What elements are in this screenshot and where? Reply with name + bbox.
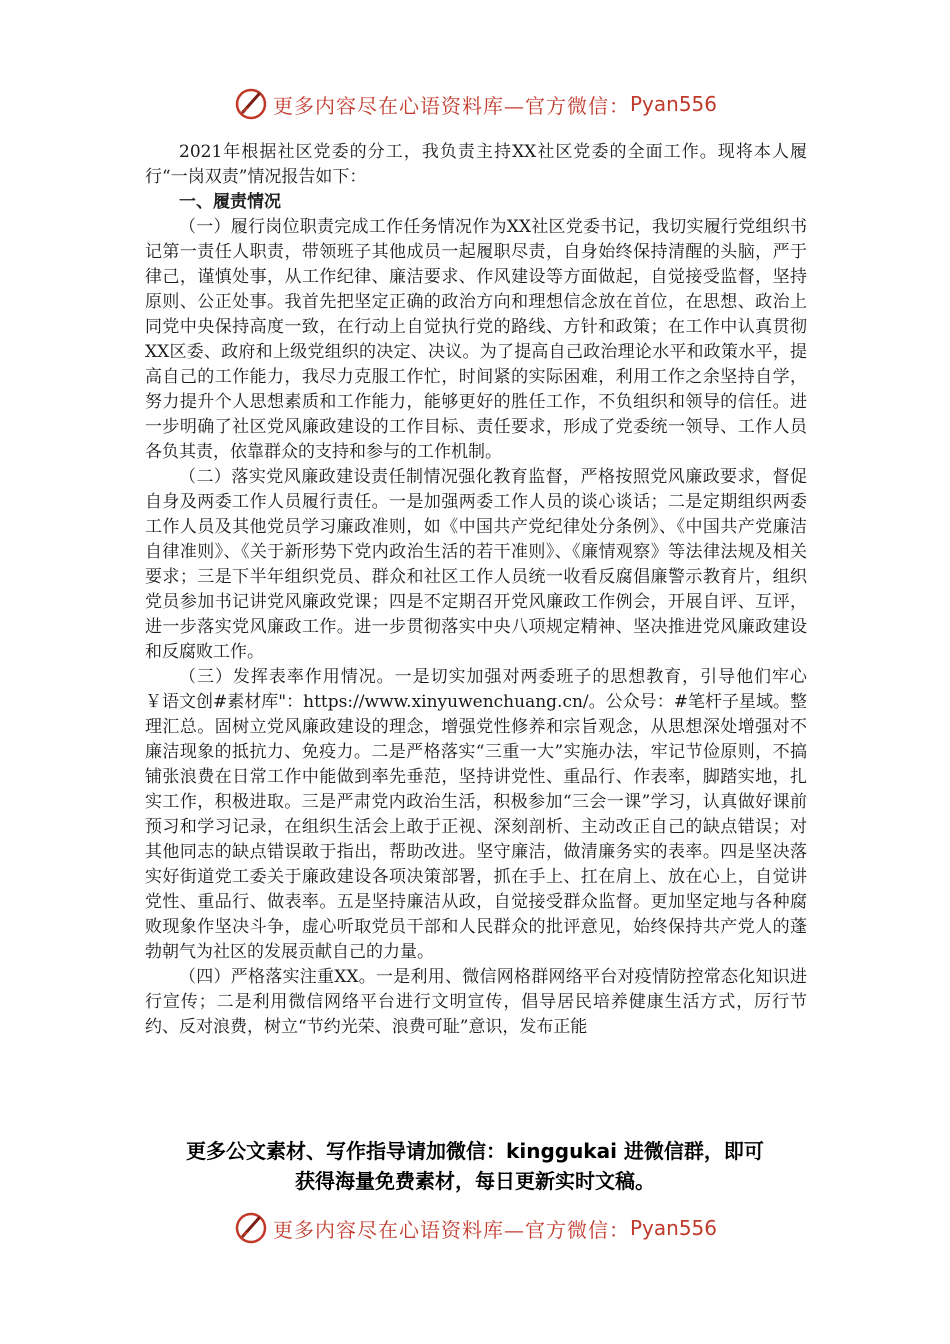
banner-text: 更多内容尽在心语资料库—官方微信： (272, 1217, 630, 1242)
paragraph-1: （一）履行岗位职责完成工作任务情况作为XX社区党委书记，我切实履行党组织书记第一责任人职责，带领班子其他成员一起履职尽责，自身始终保持清醒的头脑，严于律己，谨慎处事，从工作纪律、廉洁要求、作风建设等方面做起，自觉接受监督，坚持原则、公正处事。我首先把坚定正确的政治方向和理想信念放在首位，在思想、政治上同党中央保持高度一致，在行动上自觉执行党的路线、方针和政策；在工作中认真贯彻XX区委、政府和上级党组织的决定、决议。为了提高自己政治理论水平和政策水平，提高自己的工作能力，我尽力克服工作忙，时间紧的实际困难，利用工作之余坚持自学，努力提升个人思想素质和工作能力，能够更好的胜任工作，不负组织和领导的信任。进一步明确了社区党风廉政建设的工作目标、责任要求，形成了党委统一领导、工作人员各负其责，依靠群众的支持和参与的工作机制。 (145, 217, 807, 462)
promo-line-1: 更多公文素材、写作指导请加微信：kinggukai 进微信群，即可 (186, 1139, 764, 1163)
top-banner (0, 84, 950, 124)
banner-wechat: Pyan556 (629, 92, 717, 116)
banner-wechat: Pyan556 (629, 1216, 717, 1240)
brush-logo-icon (233, 1210, 269, 1246)
promo-line-2: 获得海量免费素材，每日更新实时文稿。 (295, 1169, 655, 1193)
section-heading: 一、履责情况 (179, 192, 281, 212)
document-body (145, 140, 807, 1040)
paragraph-4: （四）严格落实注重XX。一是利用、微信网格群网络平台对疫情防控常态化知识进行宣传；二是利用微信网络平台进行文明宣传，倡导居民培养健康生活方式，厉行节约、反对浪费，树立“节约光荣、浪费可耻”意识，发布正能 (145, 967, 807, 1037)
promo-callout (0, 1136, 950, 1196)
intro-paragraph: 2021年根据社区党委的分工，我负责主持XX社区党委的全面工作。现将本人履行“一岗双责”情况报告如下： (145, 142, 807, 187)
banner-text: 更多内容尽在心语资料库—官方微信： (272, 93, 630, 118)
brush-logo-icon (233, 86, 269, 122)
bottom-banner (0, 1208, 950, 1248)
paragraph-2: （二）落实党风廉政建设责任制情况强化教育监督，严格按照党风廉政要求，督促自身及两委工作人员履行责任。一是加强两委工作人员的谈心谈话；二是定期组织两委工作人员及其他党员学习廉政准则，如《中国共产党纪律处分条例》、《中国共产党廉洁自律准则》、《关于新形势下党内政治生活的若干准则》、《廉情观察》等法律法规及相关要求；三是下半年组织党员、群众和社区工作人员统一收看反腐倡廉警示教育片，组织党员参加书记讲党风廉政党课；四是不定期召开党风廉政工作例会，开展自评、互评，进一步落实党风廉政工作。进一步贯彻落实中央八项规定精神、坚决推进党风廉政建设和反腐败工作。 (145, 467, 807, 662)
paragraph-3: （三）发挥表率作用情况。一是切实加强对两委班子的思想教育，引导他们牢心￥语文创#素材库"：https://www.xinyuwenchuang.cn/。公众号：#笔杆子星域。整理汇总。固树立党风廉政建设的理念，增强党性修养和宗旨观念，从思想深处增强对不廉洁现象的抵抗力、免疫力。二是严格落实“三重一大”实施办法，牢记节俭原则，不搞铺张浪费在日常工作中能做到率先垂范，坚持讲党性、重品行、作表率，脚踏实地，扎实工作，积极进取。三是严肃党内政治生活，积极参加“三会一课”学习，认真做好课前预习和学习记录，在组织生活会上敢于正视、深刻剖析、主动改正自己的缺点错误；对其他同志的缺点错误敢于指出，帮助改进。坚守廉洁，做清廉务实的表率。四是坚决落实好街道党工委关于廉政建设各项决策部署，抓在手上、扛在肩上、放在心上，自觉讲党性、重品行、做表率。五是坚持廉洁从政，自觉接受群众监督。更加坚定地与各种腐败现象作坚决斗争，虚心听取党员干部和人民群众的批评意见，始终保持共产党人的蓬勃朝气为社区的发展贡献自己的力量。 (145, 667, 807, 962)
